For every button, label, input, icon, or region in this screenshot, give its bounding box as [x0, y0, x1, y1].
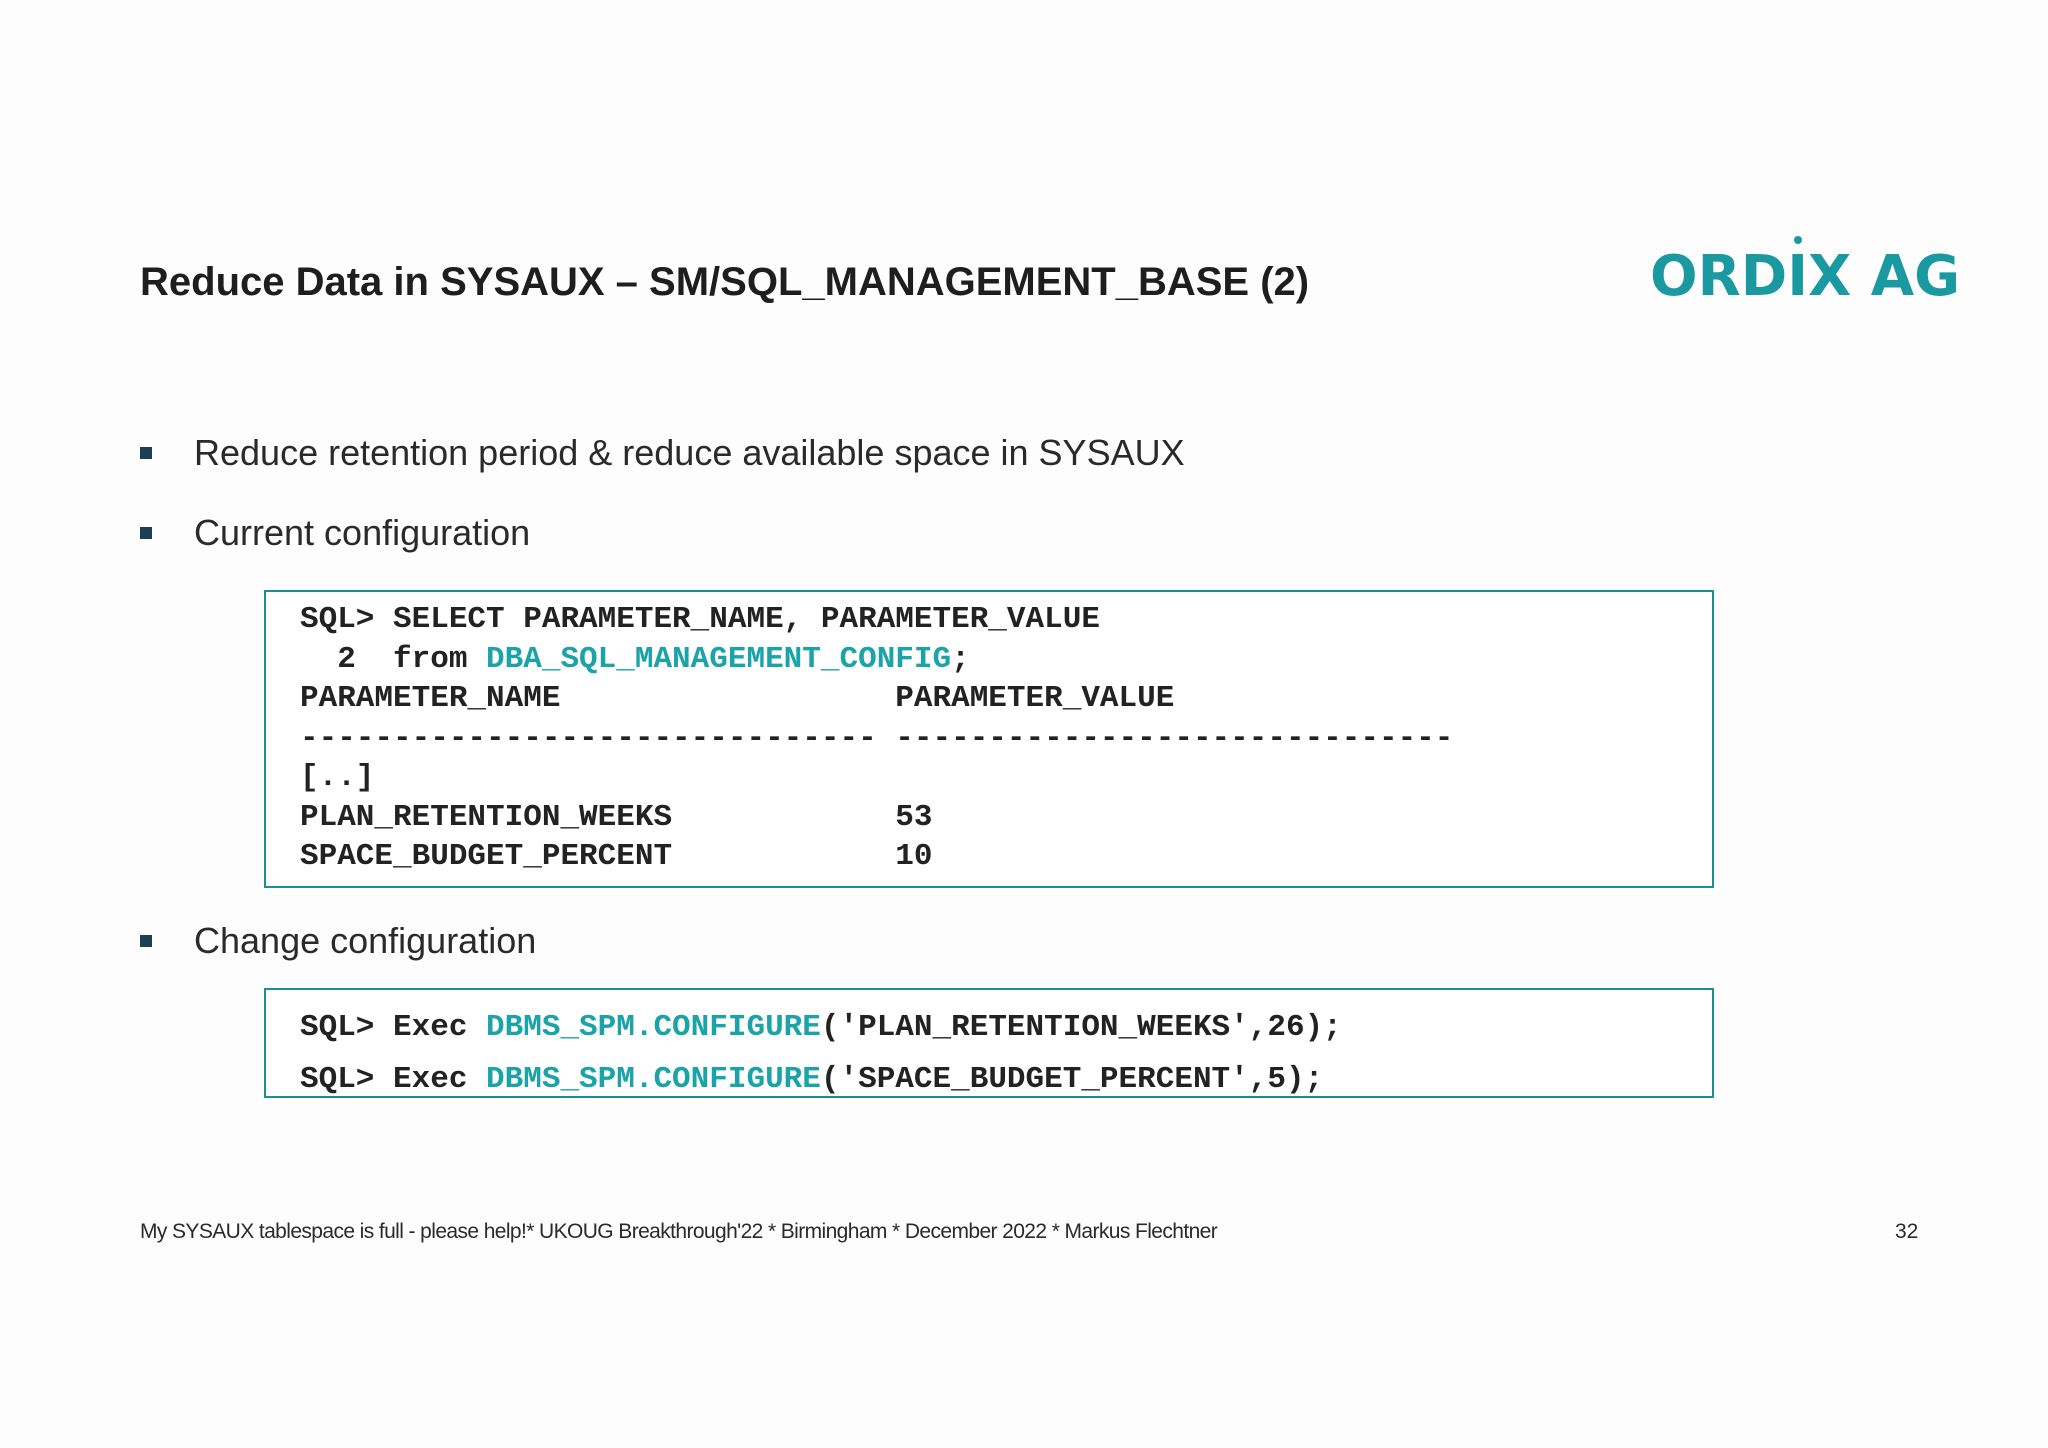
code-line-separator: ------------------------------- ------------------------------	[300, 720, 1454, 756]
square-bullet-icon	[140, 447, 152, 459]
code-line-header: PARAMETER_NAME PARAMETER_VALUE	[300, 681, 1175, 716]
logo-i-letter	[1787, 244, 1808, 309]
ordix-logo	[1650, 244, 1961, 314]
code-text: SQL> Exec	[300, 1010, 487, 1045]
logo-i-dot	[1794, 236, 1802, 244]
code-procedure-name: DBMS_SPM.CONFIGURE	[486, 1010, 821, 1045]
code-line-row: SPACE_BUDGET_PERCENT 10	[300, 839, 933, 874]
code-text: ;	[951, 641, 970, 677]
change-code-box	[264, 988, 1714, 1098]
square-bullet-icon	[140, 527, 152, 539]
code-text: 2 from	[300, 641, 487, 677]
code-procedure-name: DBMS_SPM.CONFIGURE	[486, 1062, 821, 1097]
bullet-text: Reduce retention period & reduce available space in SYSAUX	[194, 432, 1185, 473]
code-text: ('PLAN_RETENTION_WEEKS',26);	[820, 1010, 1342, 1045]
logo-text-part1: ORD	[1650, 244, 1788, 309]
code-text: SQL> Exec	[300, 1062, 487, 1097]
slide-title: Reduce Data in SYSAUX – SM/SQL_MANAGEMENT_BASE (2)	[140, 260, 1310, 304]
code-line: SQL> SELECT PARAMETER_NAME, PARAMETER_VALUE	[300, 602, 1100, 637]
logo-text-part3: X AG	[1808, 244, 1961, 309]
code-text: ('SPACE_BUDGET_PERCENT',5);	[820, 1062, 1324, 1097]
page-number: 32	[1895, 1220, 1919, 1243]
bullet-item	[140, 920, 536, 962]
logo-text-part2: I	[1787, 244, 1809, 309]
code-line	[300, 1054, 1712, 1106]
code-object-name: DBA_SQL_MANAGEMENT_CONFIG	[486, 641, 952, 677]
code-line-ellipsis: [..]	[300, 760, 375, 795]
square-bullet-icon	[140, 935, 152, 947]
code-line-row: PLAN_RETENTION_WEEKS 53	[300, 799, 933, 835]
query-code-box	[264, 590, 1714, 888]
bullet-item	[140, 512, 530, 554]
slide-footer: My SYSAUX tablespace is full - please help!* UKOUG Breakthrough'22 * Birmingham * December 2022 * Markus Flechtner	[140, 1220, 1218, 1243]
bullet-text: Change configuration	[194, 920, 537, 961]
code-line	[300, 640, 1712, 680]
code-line	[300, 1002, 1712, 1054]
bullet-text: Current configuration	[194, 512, 531, 553]
bullet-item	[140, 432, 1185, 474]
